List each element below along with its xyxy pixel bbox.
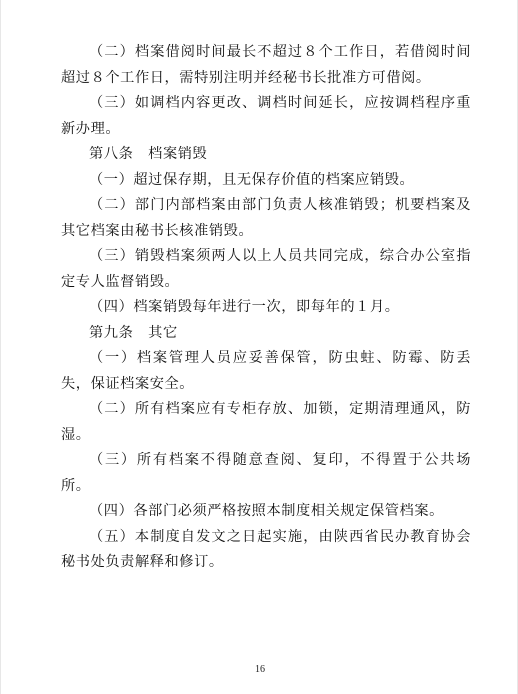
article-9-heading: 第九条 其它 — [89, 324, 178, 341]
paragraph-destroy-supervision: （三）销毁档案须两人以上人员共同完成，综合办公室指定专人监督销毁。 — [61, 248, 471, 290]
paragraph-effective-date: （五）本制度自发文之日起实施，由陕西省民办教育协会秘书处负责解释和修订。 — [61, 528, 471, 570]
paragraph-borrow-duration: （二）档案借阅时间最长不超过８个工作日，若借阅时间超过８个工作日，需特别注明并经秘书长批准方可借阅。 — [61, 44, 471, 86]
paragraph-destroy-schedule: （四）档案销毁每年进行一次，即每年的１月。 — [89, 299, 400, 315]
paragraph-storage: （二）所有档案应有专柜存放、加锁，定期清理通风，防湿。 — [61, 401, 471, 443]
article-8-heading: 第八条 档案销毁 — [89, 146, 208, 162]
paragraph-department-compliance: （四）各部门必须严格按照本制度相关规定保管档案。 — [89, 503, 444, 519]
page-number: 16 — [255, 664, 265, 675]
paragraph-safekeeping: （一）档案管理人员应妥善保管，防虫蛀、防霉、防丢失，保证档案安全。 — [61, 350, 471, 392]
paragraph-no-public-access: （三）所有档案不得随意查阅、复印，不得置于公共场所。 — [61, 452, 471, 494]
paragraph-destroy-approval: （二）部门内部档案由部门负责人核准销毁；机要档案及其它档案由秘书长核准销毁。 — [61, 197, 471, 239]
paragraph-destroy-expired: （一）超过保存期，且无保存价值的档案应销毁。 — [89, 171, 415, 188]
paragraph-reapply: （三）如调档内容更改、调档时间延长，应按调档程序重新办理。 — [61, 95, 471, 137]
document-body — [61, 40, 471, 576]
